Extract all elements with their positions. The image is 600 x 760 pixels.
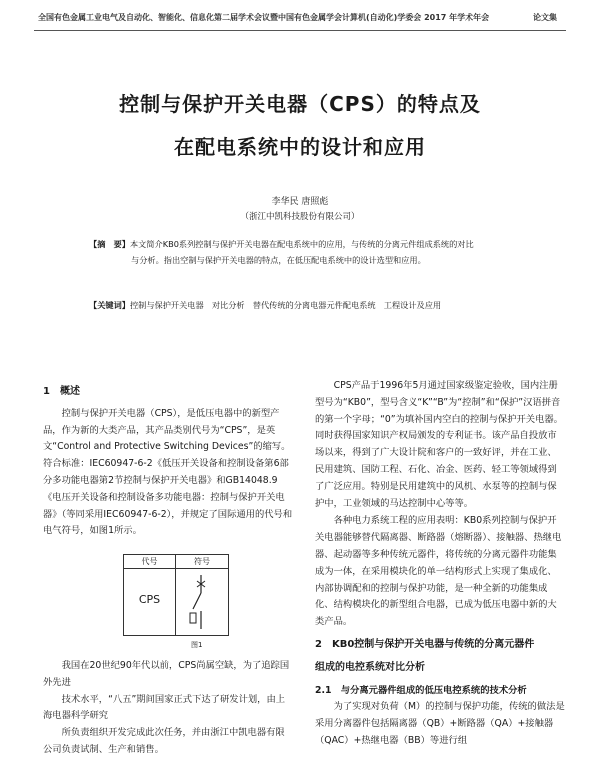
section-2-heading-cont: 组成的电控系统对比分析 bbox=[315, 661, 425, 673]
abstract-text-1: 本文简介KB0系列控制与保护开关电器在配电系统中的应用，与传统的分离元件组成系统的对比 bbox=[129, 239, 474, 249]
left-column-bottom bbox=[43, 658, 293, 759]
running-header: 全国有色金属工业电气及自动化、智能化、信息化第二届学术会议暨中国有色金属学会计算机(自动化)学委会 2017 年学术年会 bbox=[38, 13, 490, 22]
paper-title-line-2: 在配电系统中的设计和应用 bbox=[174, 135, 426, 159]
authors: 李华民 唐照彪 bbox=[271, 197, 329, 207]
keywords-label: 【关键词】 bbox=[89, 300, 130, 310]
running-header-section: 论文集 bbox=[533, 13, 557, 22]
section-1-heading: 1 概述 bbox=[43, 386, 80, 397]
paragraph: 所负责组织开发完成此次任务，并由浙江中凯电器有限公司负责试制、生产和销售。 bbox=[43, 727, 285, 755]
right-column bbox=[315, 378, 565, 750]
figure-header-row bbox=[124, 555, 228, 569]
affiliation: （浙江中凯科技股份有限公司） bbox=[240, 212, 360, 222]
section-2-1-heading: 2.1 与分离元器件组成的低压电控系统的技术分析 bbox=[315, 684, 527, 696]
figure-col-code: 代号 bbox=[141, 557, 158, 566]
cps-electrical-symbol-icon bbox=[184, 573, 218, 631]
figure-divider bbox=[175, 555, 176, 635]
abstract-label: 【摘 要】 bbox=[89, 239, 130, 249]
abstract-text-2: 与分析。指出空制与保护开关电器的特点，在低压配电系统中的设计选型和应用。 bbox=[131, 255, 426, 265]
figure-1-caption: 图1 bbox=[191, 641, 203, 649]
keywords bbox=[89, 300, 519, 311]
left-column-top bbox=[43, 384, 293, 540]
paper-title-line-1: 控制与保护开关电器（CPS）的特点及 bbox=[119, 92, 481, 116]
keywords-text: 控制与保护开关电器 对比分析 替代传统的分离电器元件配电系统 工程设计及应用 bbox=[129, 300, 442, 310]
figure-code-value: CPS bbox=[138, 593, 161, 606]
paragraph: 为了实现对负荷（M）的控制与保护功能，传统的做法是采用分离器件包括隔离器（QB）+断路器（QA）+接触器（QAC）+热继电器（BB）等进行组 bbox=[315, 701, 565, 746]
paragraph: 技术水平，“八五”期间国家正式下达了研发计划，由上海电器科学研究 bbox=[43, 693, 286, 722]
paragraph: 控制与保护开关电器（CPS），是低压电器中的新型产品，作为新的大类产品，其产品类别代号为“CPS”，是英文“Control and Protective Switching Devices”的缩写。符合标准：IEC60947-6-2《低压开关设备和控制设备第6部分多功能电器第2节控制与保护开关电器》和GB14048.9《电压开关设备和控制设备多功能电器：控制与保护开关电器》（等同采用IEC60947-6-2），并规定了国际通用的代号和电气符号，如图1所示。 bbox=[43, 407, 293, 537]
section-2-heading: 2 KB0控制与保护开关电器与传统的分离元器件 bbox=[315, 638, 535, 650]
figure-col-symbol: 符号 bbox=[194, 557, 210, 566]
paragraph: 各种电力系统工程的应用表明：KB0系列控制与保护开关电器能够替代隔离器、断路器（熔断器）、接触器、热继电器、起动器等多种传统元器件，将传统的分离元器件功能集成为一体，在采用模块化的单一结构形式上实现了集成化、内部协调配和的控制与保护功能，是一种全新的功能集成化、结构模块化的新型组合电器，已成为低压电器中新的大类产品。 bbox=[315, 515, 562, 628]
header-rule bbox=[34, 30, 566, 31]
paragraph: CPS产品于1996年5月通过国家级鉴定验收，国内注册型号为“KB0”，型号含义“K”“B”为“控制”和“保护”汉语拼音的第一个字母；“0”为填补国内空白的控制与保护开关电器。同时获得国家知识产权局颁发的专利证书。该产品自投放市场以来，得到了广大设计院和客户的一致好评，并在工业、民用建筑、国防工程、石化、冶金、医药、轻工等领域得到了广泛应用。特别是民用建筑中的风机、水泵等的控制与保护中，工业领域的马达控制中心等等。 bbox=[315, 380, 563, 509]
paragraph: 我国在20世纪90年代以前，CPS尚属空缺，为了追踪国外先进 bbox=[43, 660, 290, 688]
figure-1-table bbox=[123, 554, 229, 636]
abstract bbox=[89, 236, 519, 268]
